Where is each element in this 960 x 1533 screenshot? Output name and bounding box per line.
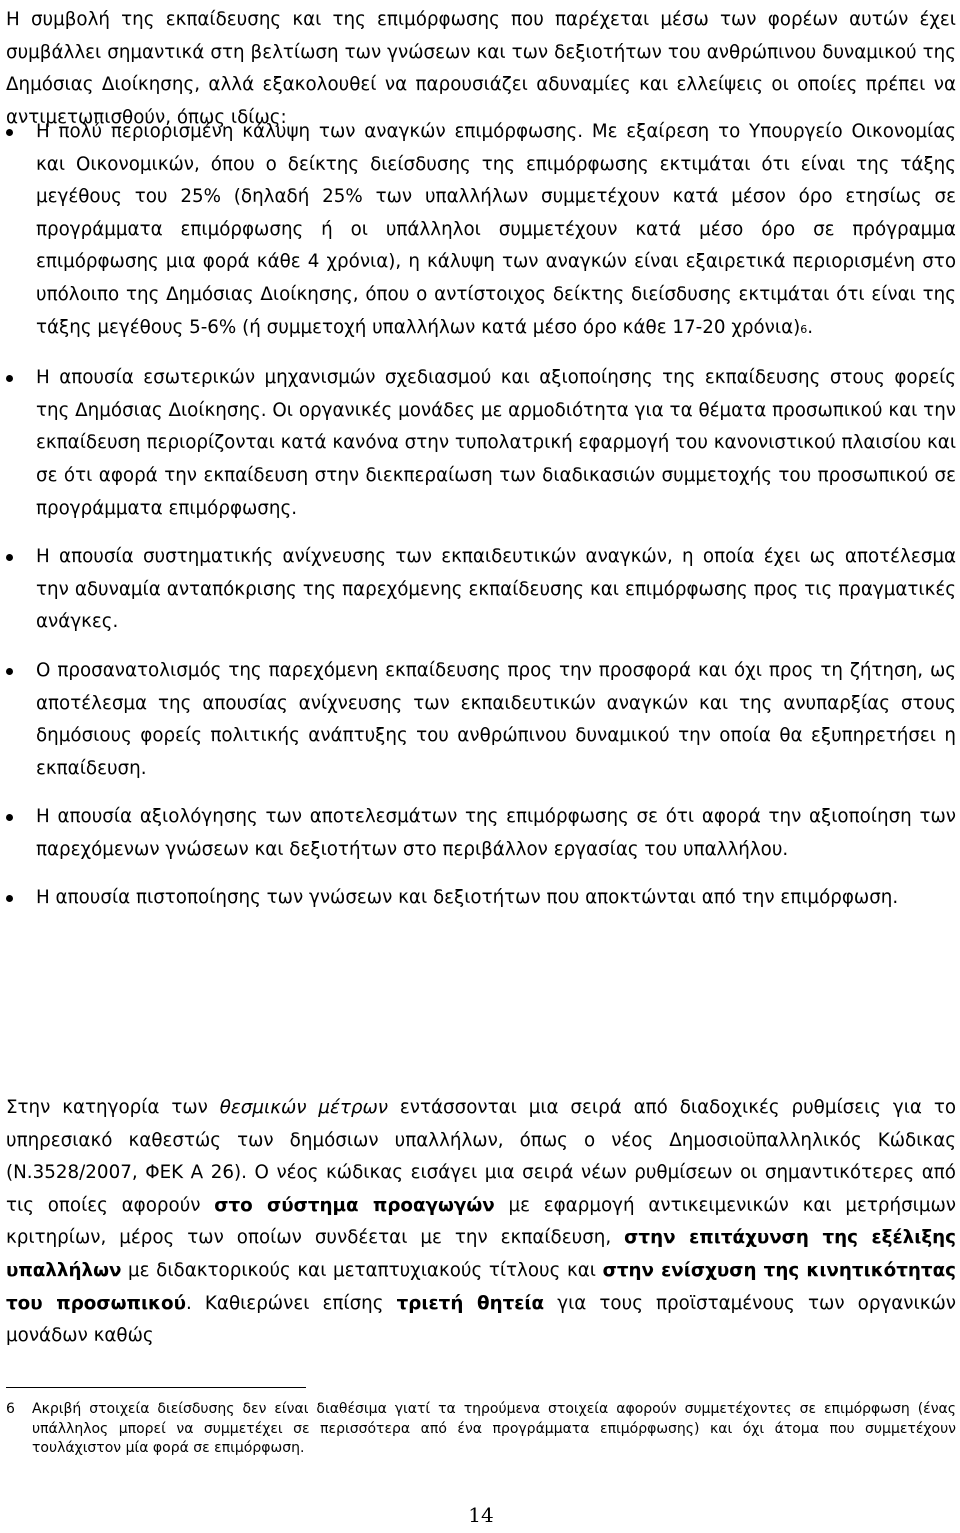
footnote (6, 1400, 956, 1459)
emphasis-bold: στην ενίσχυση της κινητικότητας του προσωπικού (6, 1259, 956, 1314)
list-item-text: Ο προσανατολισμός της παρεχόμενη εκπαίδευσης προς την προσφορά και όχι προς τη ζήτηση, ως αποτέλεσμα της απουσίας ανίχνευσης των εκπαιδευτικών αναγκών και της ανυπαρξίας στους δημόσιους φορείς πολιτικής ανάπτυξης του ανθρώπινου δυναμικού την οποία θα εξυπηρετήσει η εκπαίδευση. (36, 659, 956, 779)
page-number: 14 (468, 1503, 494, 1527)
institutional-measures-paragraph (6, 1092, 956, 1353)
footnote-reference[interactable]: 6 (800, 322, 808, 336)
intro-paragraph: Η συμβολή της εκπαίδευσης και της επιμόρφωσης που παρέχεται μέσω των φορέων αυτών έχει συμβάλλει σημαντικά στη βελτίωση των γνώσεων και των δεξιοτήτων του ανθρώπινου δυναμικού της Δημόσιας Διοίκησης, αλλά εξακολουθεί να παρουσιάζει αδυναμίες και ελλείψεις οι οποίες πρέπει να αντιμετωπισθούν, όπως ιδίως: (6, 9, 956, 128)
list-item-text: Η απουσία πιστοποίησης των γνώσεων και δεξιοτήτων που αποκτώνται από την επιμόρφωση. (36, 887, 899, 909)
list-item-text: Η απουσία εσωτερικών μηχανισμών σχεδιασμού και αξιοποίησης της εκπαίδευσης στους φορείς της Δημόσιας Διοίκησης. Οι οργανικές μονάδες με αρμοδιότητα για τα θέματα προσωπικού και την εκπαίδευση περιορίζονται κατά κανόνα στην τυπολατρική εφαρμογή του κανονιστικού πλαισίου και σε ότι αφορά την εκπαίδευση στην διεκπεραίωση των διαδικασιών συμμετοχής του προσωπικού σε προγράμματα επιμόρφωσης. (36, 367, 956, 519)
list-item (6, 801, 956, 866)
list-item (6, 362, 956, 525)
footnote-separator (6, 1387, 306, 1388)
text-run: με διδακτορικούς και μεταπτυχιακούς τίτλους και (121, 1259, 603, 1281)
emphasis-bold: στην επιτάχυνση της εξέλιξης υπαλλήλων (6, 1227, 956, 1281)
list-item-text: Η πολύ περιορισμένη κάλυψη των αναγκών επιμόρφωσης. Με εξαίρεση το Υπουργείο Οικονομίας και Οικονομικών, όπου ο δείκτης διείσδυσης της επιμόρφωσης εκτιμάται ότι είναι της τάξης μεγέθους του 25% (δηλαδή 25% των υπαλλήλων συμμετέχουν κατά μέσον όρο ετησίως σε προγράμματα επιμόρφωσης ή οι υπάλληλοι συμμετέχουν κατά μέσο όρο σε πρόγραμμα επιμόρφωσης μια φορά κάθε 4 χρόνια), η κάλυψη των αναγκών είναι εξαιρετικά περιορισμένη στο υπόλοιπο της Δημόσιας Διοίκησης, όπου ο αντίστοιχος δείκτης διείσδυσης εκτιμάται ότι είναι της τάξης μεγέθους 5-6% (ή συμμετοχή υπαλλήλων κατά μέσο όρο κάθε 17-20 χρόνια) (36, 121, 956, 338)
bullet-icon (6, 814, 13, 821)
emphasis-bold: στο σύστημα προαγωγών (214, 1194, 495, 1216)
list-item-tail: . (807, 316, 814, 338)
emphasis-italic: θεσμικών μέτρων (219, 1097, 389, 1118)
footnote-number: 6 (6, 1401, 15, 1417)
list-item (6, 116, 956, 346)
bullet-icon (6, 375, 13, 382)
list-item (6, 882, 956, 915)
footnote-text: Ακριβή στοιχεία διείσδυσης δεν είναι διαθέσιμα γιατί τα τηρούμενα στοιχεία αφορούν συμμετέχοντες σε επιμόρφωση (ένας υπάλληλος μπορεί να συμμετέχει σε περισσότερα από ένα προγράμματα επιμόρφωσης) και όχι άτομα που συμμετέχουν τουλάχιστον μία φορά σε επιμόρφωση. (32, 1401, 956, 1456)
bullet-icon (6, 668, 13, 675)
list-item-text: Η απουσία συστηματικής ανίχνευσης των εκπαιδευτικών αναγκών, η οποία έχει ως αποτέλεσμα την αδυναμία ανταπόκρισης της παρεχόμενης εκπαίδευσης και επιμόρφωσης προς τις πραγματικές ανάγκες. (36, 546, 956, 633)
emphasis-bold: τριετή θητεία (396, 1292, 545, 1314)
text-run: . Καθιερώνει επίσης (185, 1292, 397, 1314)
list-item-text: Η απουσία αξιολόγησης των αποτελεσμάτων της επιμόρφωσης σε ότι αφορά την αξιοποίηση των παρεχόμενων γνώσεων και δεξιοτήτων στο περιβάλλον εργασίας του υπαλλήλου. (36, 806, 956, 860)
text-run: με εφαρμογή αντικειμενικών και μετρήσιμων κριτηρίων, μέρος των οποίων συνδέεται με την εκπαίδευση, (6, 1194, 956, 1249)
text-run: για τους προϊσταμένους των οργανικών μονάδων καθώς (6, 1292, 956, 1347)
text-run: Στην κατηγορία των (6, 1097, 220, 1118)
text-run: εντάσσονται μια σειρά από διαδοχικές ρυθμίσεις για το υπηρεσιακό καθεστώς των δημόσιων υπαλλήλων, όπως ο νέος Δημοσιοϋπαλληλικός Κώδικας (Ν.3528/2007, ΦΕΚ Α 26). Ο νέος κώδικας εισάγει μια σειρά νέων ρυθμίσεων οι σημαντικότερες από τις οποίες αφορούν (6, 1097, 957, 1216)
list-item (6, 655, 956, 785)
list-item (6, 541, 956, 639)
bullet-icon (6, 895, 13, 902)
deficiencies-list (6, 116, 956, 931)
bullet-icon (6, 129, 13, 136)
bullet-icon (6, 554, 13, 561)
